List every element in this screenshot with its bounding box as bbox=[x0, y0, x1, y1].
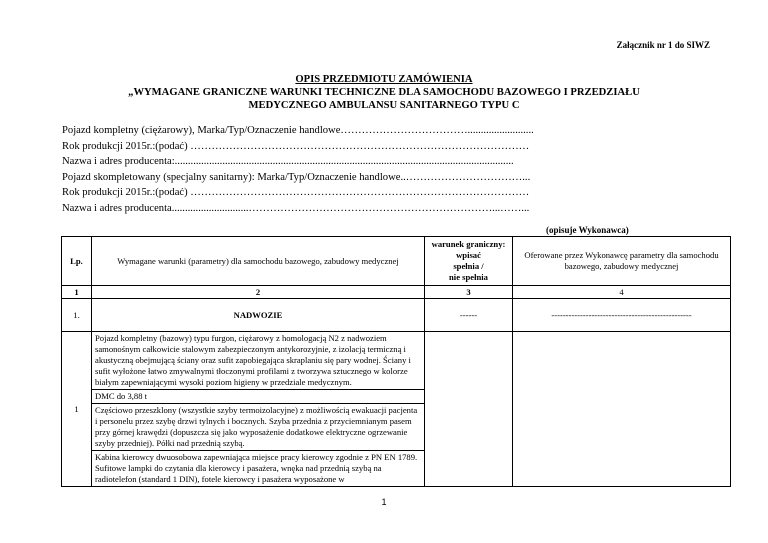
row-condition-cell[interactable] bbox=[425, 332, 513, 487]
section-name: NADWOZIE bbox=[92, 299, 425, 332]
header-lp: Lp. bbox=[62, 237, 92, 286]
section-lp: 1. bbox=[62, 299, 92, 332]
field-special-production-year: Rok produkcji 2015r.:(podać) …………………………………………………………………………………… bbox=[62, 187, 530, 199]
row-lp: 1 bbox=[62, 332, 92, 487]
field-special-vehicle-make: Pojazd skompletowany (specjalny sanitarny): Marka/Typ/Oznaczenie handlowe..……………………………... bbox=[62, 171, 531, 183]
section-condition: ------ bbox=[425, 299, 513, 332]
column-number: 2 bbox=[92, 286, 425, 299]
description-paragraph: DMC do 3,88 t bbox=[92, 390, 424, 404]
field-vehicle-make: Pojazd kompletny (ciężarowy), Marka/Typ/Oznaczenie handlowe………………………………......................... bbox=[62, 125, 534, 136]
page-number: 1 bbox=[381, 497, 387, 507]
description-paragraph: Kabina kierowcy dwuosobowa zapewniająca miejsce pracy kierowcy zgodnie z PN EN 1789. Sufitowe lampki do czytania dla kierowcy i pasażera, wnęka nad przednią szybą na radiotelefon (standard 1 DIN), fotele kierowcy i pasażera wyposażone w bbox=[95, 452, 418, 484]
field-producer: Nazwa i adres producenta:................................................................................................................................ bbox=[62, 156, 514, 168]
description-paragraph: Częściowo przeszklony (wszystkie szyby termoizolacyjne) z możliwością ewakuacji pacjenta i personelu przez szybę drzwi tylnych i bocznych. Szyba przednia z przyciemnianym pasem przy górnej krawędzi (dopuszcza się jako wyposażenie dodatkowe elektryczne ogrzewanie szyby przedniej). Półki nad przednią szybą. bbox=[92, 404, 424, 451]
column-number: 4 bbox=[513, 286, 731, 299]
description-paragraph: Pojazd kompletny (bazowy) typu furgon, ciężarowy z homologacją N2 z nadwoziem samonośnym całkowicie stalowym zabezpieczonym antykorozyjnie, z izolacją termiczną i akustyczną obejmującą ściany oraz sufit zapobiegająca skraplaniu się pary wodnej. Ściany i sufit wyłożone łatwo zmywalnymi tłoczonymi profilami z tworzywa sztucznego w kolorze białym zapewniającymi wysoki poziom higieny w przedziale medycznym. bbox=[92, 332, 424, 390]
field-production-year: Rok produkcji 2015r.:(podać) …………………………………………………………………………………… bbox=[62, 140, 530, 152]
document-title bbox=[0, 73, 768, 112]
header-offered: Oferowane przez Wykonawcę parametry dla samochodu bazowego, zabudowy medycznej bbox=[513, 237, 731, 286]
section-row bbox=[62, 299, 731, 332]
title-line-2: „WYMAGANE GRANICZNE WARUNKI TECHNICZNE DLA SAMOCHODU BAZOWEGO I PRZEDZIAŁU bbox=[128, 87, 640, 98]
section-offered: ------------------------------------------------- bbox=[513, 299, 731, 332]
annex-label: Załącznik nr 1 do SIWZ bbox=[616, 40, 710, 50]
field-special-producer: Nazwa i adres producenta.............................……………………………………………………………...……... bbox=[62, 202, 530, 214]
title-line-3: MEDYCZNEGO AMBULANSU SANITARNEGO TYPU C bbox=[248, 100, 520, 111]
header-condition-line-4: nie spełnia bbox=[449, 272, 488, 282]
column-number: 3 bbox=[425, 286, 513, 299]
table-header-row bbox=[62, 237, 731, 286]
header-requirements: Wymagane warunki (parametry) dla samochodu bazowego, zabudowy medycznej bbox=[92, 237, 425, 286]
row-offered-cell[interactable] bbox=[513, 332, 731, 487]
column-numbers-row bbox=[62, 286, 731, 299]
header-condition-line-2: wpisać bbox=[456, 250, 481, 260]
row-description bbox=[92, 332, 425, 487]
header-condition-line-3: spełnia / bbox=[453, 261, 484, 271]
requirements-table bbox=[61, 236, 731, 487]
contractor-note: (opisuje Wykonawca) bbox=[546, 225, 629, 235]
column-number: 1 bbox=[62, 286, 92, 299]
form-fields bbox=[62, 123, 534, 217]
title-line-1: OPIS PRZEDMIOTU ZAMÓWIENIA bbox=[295, 74, 473, 85]
table-row bbox=[62, 332, 731, 487]
header-condition-line-1: warunek graniczny: bbox=[431, 239, 506, 249]
header-condition bbox=[425, 237, 513, 286]
